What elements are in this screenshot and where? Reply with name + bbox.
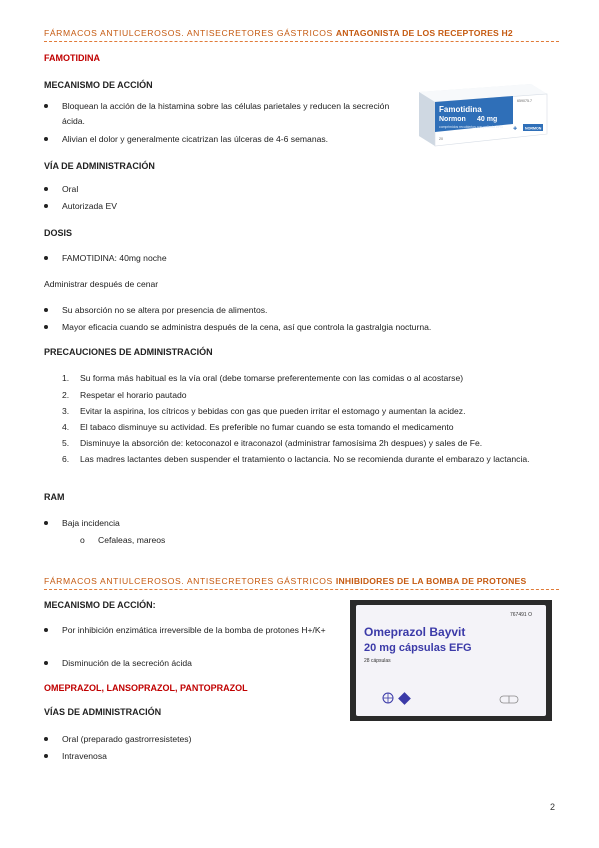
famotidina-box-image bbox=[413, 80, 551, 152]
famotidina-box-brand: Famotidina bbox=[439, 105, 482, 114]
omeprazol-box-name: Omeprazol Bayvit bbox=[364, 625, 466, 639]
section2-drugs-title: OMEPRAZOL, LANSOPRAZOL, PANTOPRAZOL bbox=[44, 683, 248, 693]
section1-header bbox=[44, 28, 559, 42]
bullet-dot bbox=[44, 628, 48, 632]
bullet-dot bbox=[44, 737, 48, 741]
section2-header bbox=[44, 576, 559, 590]
section1-header-prefix: FÁRMACOS ANTIULCEROSOS. ANTISECRETORES GÁSTRICOS bbox=[44, 28, 333, 38]
ram-bullet-1-text: Baja incidencia bbox=[62, 518, 120, 528]
precaucion-item-3-text: Evitar la aspirina, los cítricos y bebidas con gas que pueden irritar el estomago y aumentan la acidez. bbox=[80, 406, 466, 416]
section2-header-prefix: FÁRMACOS ANTIULCEROSOS. ANTISECRETORES GÁSTRICOS bbox=[44, 576, 333, 586]
omeprazol-box-dose: 20 mg cápsulas EFG bbox=[364, 642, 472, 654]
dosis-extra-bullet-1-text: Su absorción no se altera por presencia de alimentos. bbox=[62, 305, 268, 315]
section2-header-bold: INHIBIDORES DE LA BOMBA DE PROTONES bbox=[335, 576, 527, 586]
bullet-dot bbox=[44, 187, 48, 191]
bullet-dot bbox=[44, 204, 48, 208]
famotidina-box-form: comprimidos recubiertos con película EFG bbox=[439, 125, 503, 129]
precaucion-item-1-text: Su forma más habitual es la vía oral (debe tomarse preferentemente con las comidas o al acostarse) bbox=[80, 373, 464, 383]
drug-title-famotidina: FAMOTIDINA bbox=[44, 53, 100, 63]
bullet-dot bbox=[44, 325, 48, 329]
famotidina-box-units: 20 bbox=[439, 137, 443, 141]
omeprazol-box-svg bbox=[350, 600, 552, 721]
section2-via-bullet-2-text: Intravenosa bbox=[62, 751, 107, 761]
mecanismo-title: MECANISMO DE ACCIÓN bbox=[44, 80, 153, 90]
bullet-dot bbox=[44, 754, 48, 758]
bullet-dot bbox=[44, 308, 48, 312]
famotidina-box-logo: NORMON bbox=[525, 126, 542, 131]
omeprazol-box-image bbox=[350, 600, 552, 721]
famotidina-box-code: 659075.7 bbox=[517, 99, 532, 103]
mecanismo-bullet-1-text: Bloquean la acción de la histamina sobre las células parietales y reducen la secreción ácida. bbox=[62, 101, 390, 126]
bullet-dot bbox=[44, 521, 48, 525]
famotidina-box-svg bbox=[413, 80, 551, 152]
omeprazol-box-code: 767491 O bbox=[510, 612, 532, 618]
precaucion-item-6-text: Las madres lactantes deben suspender el tratamiento o lactancia. No se recomienda durante el embarazo y lactancia. bbox=[80, 454, 530, 464]
section2-mecanismo-title: MECANISMO DE ACCIÓN: bbox=[44, 600, 156, 610]
bullet-dot bbox=[44, 661, 48, 665]
dosis-extra-bullet-2-text: Mayor eficacia cuando se administra después de la cena, así que controla la gastralgia nocturna. bbox=[62, 322, 432, 332]
bullet-dot bbox=[44, 256, 48, 260]
precaucion-item-2-text: Respetar el horario pautado bbox=[80, 390, 187, 400]
precaucion-item-4-text: El tabaco disminuye su actividad. Es preferible no fumar cuando se esta tomando el medicamento bbox=[80, 422, 454, 432]
via-title: VÍA DE ADMINISTRACIÓN bbox=[44, 161, 155, 171]
precaucion-item-5-text: Disminuye la absorción de: ketoconazol e itraconazol (administrar famosísima 2h despues) y sales de Fe. bbox=[80, 438, 483, 448]
bullet-dot bbox=[44, 137, 48, 141]
famotidina-box-maker: Normon bbox=[439, 116, 466, 123]
famotidina-box-dose: 40 mg bbox=[477, 116, 498, 123]
via-bullet-1-text: Oral bbox=[62, 184, 79, 194]
ram-title: RAM bbox=[44, 492, 65, 502]
ram-sub-1-text: Cefaleas, mareos bbox=[98, 535, 166, 545]
mecanismo-bullet-2-text: Alivian el dolor y generalmente cicatrizan las úlceras de 4-6 semanas. bbox=[62, 134, 329, 144]
section2-mecanismo-bullet-1-text: Por inhibición enzimática irreversible de la bomba de protones H+/K+ bbox=[62, 625, 326, 635]
bullet-dot bbox=[44, 104, 48, 108]
section2-vias-title: VÍAS DE ADMINISTRACIÓN bbox=[44, 707, 162, 717]
dosis-title: DOSIS bbox=[44, 228, 73, 238]
via-bullet-2-text: Autorizada EV bbox=[62, 201, 117, 211]
section2-via-bullet-1-text: Oral (preparado gastrorresistetes) bbox=[62, 734, 192, 744]
dosis-note: Administrar después de cenar bbox=[44, 279, 159, 289]
precauciones-title: PRECAUCIONES DE ADMINISTRACIÓN bbox=[44, 347, 213, 357]
dosis-bullet-1-text: FAMOTIDINA: 40mg noche bbox=[62, 253, 167, 263]
page-number: 2 bbox=[549, 802, 555, 812]
cross-icon: ✚ bbox=[513, 126, 518, 132]
section1-header-bold: ANTAGONISTA DE LOS RECEPTORES H2 bbox=[335, 28, 513, 38]
section2-mecanismo-bullet-2-text: Disminución de la secreción ácida bbox=[62, 658, 192, 668]
omeprazol-box-count: 28 cápsulas bbox=[364, 658, 391, 664]
